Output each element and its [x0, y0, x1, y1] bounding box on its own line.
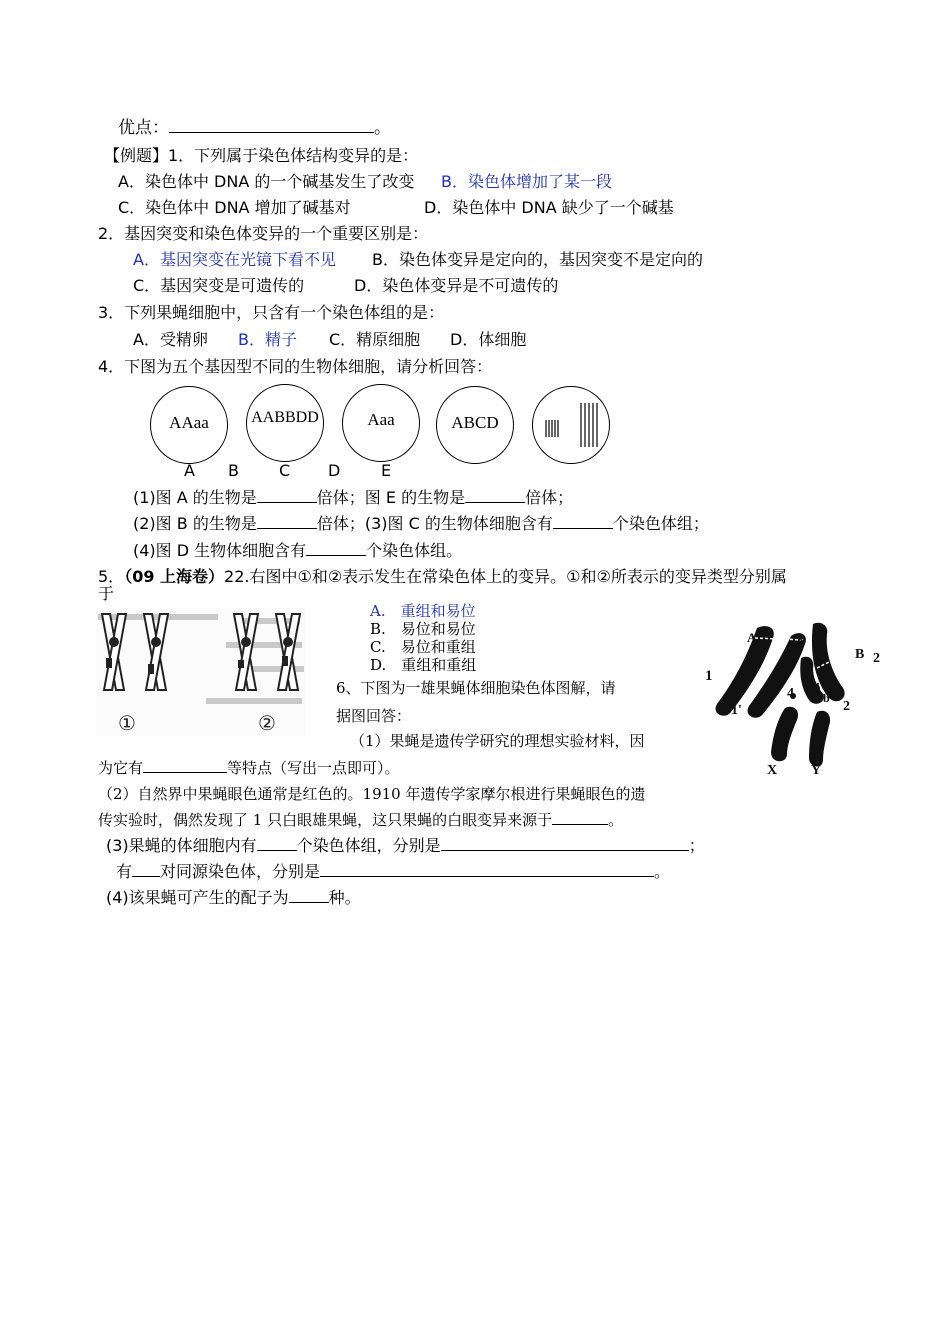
- chromosome-bars-icon: [533, 387, 609, 463]
- q2-text: 个染色体组；: [612, 514, 709, 533]
- ex2-option-a: A．基因突变在光镜下看不见: [133, 250, 336, 269]
- ex6-stem-1: 6、下图为一雄果蝇体细胞染色体图解，请: [336, 679, 616, 697]
- chromosome-variation-figure: [96, 608, 306, 736]
- ex3-option-c: C．精原细胞: [329, 330, 421, 349]
- ex6-q3-line2: [116, 862, 670, 882]
- q3-text: ；: [688, 836, 705, 855]
- q1-text: 倍体；: [525, 488, 574, 507]
- cell-c: [342, 384, 420, 462]
- q4-text: (4)图 D 生物体细胞含有: [133, 541, 307, 560]
- q4-text: (4)该果蝇可产生的配子为: [106, 888, 289, 907]
- chromosome-label-2: 2: [873, 651, 880, 666]
- answer-blank[interactable]: [132, 862, 160, 877]
- ex1-option-b: B．染色体增加了某一段: [441, 172, 612, 191]
- figure-label-1: ①: [118, 713, 136, 735]
- cell-c-genotype: Aaa: [367, 410, 395, 429]
- chromosome-label-2b: 2: [843, 699, 850, 714]
- answer-blank[interactable]: [257, 488, 317, 503]
- ex6-q3-line1: [106, 836, 705, 856]
- ex6-q2-line2: [98, 810, 623, 830]
- ex6-q2-line1: （2）自然界中果蝇眼色通常是红色的。1910 年遗传学家摩尔根进行果蝇眼色的遗: [98, 785, 646, 803]
- answer-blank[interactable]: [257, 514, 317, 529]
- q3-text: 。: [654, 862, 671, 881]
- ex1-option-c: C．染色体中 DNA 增加了碱基对: [118, 198, 351, 217]
- ex1-stem: 【例题】1．下列属于染色体结构变异的是：: [104, 146, 419, 165]
- ex5-option-a: A. 重组和易位: [370, 602, 476, 620]
- cell-b-genotype: AABBDD: [251, 409, 319, 426]
- cell-b: [246, 384, 324, 462]
- answer-blank[interactable]: [257, 836, 297, 851]
- q1-text: 为它有: [98, 759, 144, 777]
- q1-text: (1)图 A 的生物是: [133, 488, 257, 507]
- answer-blank[interactable]: [320, 862, 654, 877]
- ex3-option-d: D．体细胞: [450, 330, 527, 349]
- cell-letter-d: D: [328, 461, 341, 480]
- cell-letter-c: C: [279, 461, 291, 480]
- ex4-stem: 4．下图为五个基因型不同的生物体细胞，请分析回答：: [98, 357, 493, 376]
- ex5-stem-text: 22.右图中①和②表示发生在常染色体上的变异。①和②所表示的变异类型分别属: [224, 567, 787, 586]
- q1-text: 倍体；图 E 的生物是: [316, 488, 466, 507]
- chromosome-label-X: X: [767, 763, 778, 778]
- ex2-option-b: B．染色体变异是定向的，基因突变不是定向的: [372, 250, 703, 269]
- gene-label-A: A: [747, 630, 757, 645]
- chromosome-label-1-prime: 1': [731, 703, 742, 718]
- chromosome-label-4b: 4: [813, 681, 820, 696]
- ex4-q1: [133, 488, 573, 508]
- answer-blank[interactable]: [169, 118, 374, 133]
- q3-text: 有: [116, 862, 133, 881]
- ex1-option-d: D．染色体中 DNA 缺少了一个碱基: [424, 198, 674, 217]
- gene-label-a: a: [797, 633, 804, 648]
- answer-blank[interactable]: [553, 514, 613, 529]
- cell-d: [436, 386, 514, 464]
- q2-text: (2)图 B 的生物是: [133, 514, 257, 533]
- chromosome-label-4: 4: [787, 686, 794, 701]
- ex2-option-c: C．基因突变是可遗传的: [133, 276, 305, 295]
- q3-text: 对同源染色体，分别是: [160, 862, 321, 881]
- cell-d-genotype: ABCD: [451, 413, 499, 432]
- cell-letter-b: B: [228, 461, 239, 480]
- answer-blank[interactable]: [306, 541, 366, 556]
- answer-blank[interactable]: [552, 810, 608, 825]
- chromosome-label-1: 1: [705, 668, 713, 684]
- fruit-fly-chromosome-figure: [705, 618, 880, 778]
- ex1-option-a: A．染色体中 DNA 的一个碱基发生了改变: [118, 172, 415, 191]
- cell-a: [150, 386, 228, 464]
- ex5-option-b: B. 易位和易位: [370, 620, 476, 638]
- answer-blank[interactable]: [289, 888, 329, 903]
- ex5-number: 5．: [98, 567, 125, 586]
- q4-text: 种。: [328, 888, 361, 907]
- cell-e: [532, 386, 610, 464]
- gene-label-b: b: [823, 691, 830, 705]
- ex5-stem-cont: 于: [98, 584, 115, 603]
- q2-text: 传实验时，偶然发现了 1 只白眼雄果蝇，这只果蝇的白眼变异来源于: [98, 811, 553, 829]
- q4-text: 个染色体组。: [366, 541, 463, 560]
- answer-blank[interactable]: [143, 758, 227, 773]
- ex5-source: （09 上海卷）: [124, 567, 225, 586]
- figure-label-2: ②: [258, 713, 276, 735]
- ex6-q1-line2: [98, 758, 400, 778]
- advantage-line: [118, 118, 391, 138]
- ex3-stem: 3．下列果蝇细胞中，只含有一个染色体组的是：: [98, 303, 445, 322]
- answer-blank[interactable]: [465, 488, 525, 503]
- chromosome-label-Y: Y: [811, 763, 822, 778]
- ex6-stem-2: 据图回答：: [336, 707, 412, 725]
- cell-letter-e: E: [381, 461, 392, 480]
- ex5-option-c: C. 易位和重组: [370, 638, 476, 656]
- q3-text: (3)果蝇的体细胞内有: [106, 836, 257, 855]
- ex5-option-d: D. 重组和重组: [370, 656, 477, 674]
- q2-text: 。: [608, 811, 624, 829]
- q1-text: 等特点（写出一点即可）。: [227, 759, 400, 777]
- ex2-stem: 2．基因突变和染色体变异的一个重要区别是：: [98, 224, 429, 243]
- ex6-q1-line1: （1）果蝇是遗传学研究的理想实验材料，因: [350, 732, 645, 750]
- ex3-option-a: A．受精卵: [133, 330, 208, 349]
- ex5-stem: [98, 567, 787, 587]
- ex3-option-b: B．精子: [238, 330, 297, 349]
- ex2-option-d: D．染色体变异是不可遗传的: [354, 276, 559, 295]
- answer-blank[interactable]: [441, 836, 689, 851]
- q3-text: 个染色体组，分别是: [296, 836, 441, 855]
- advantage-label: 优点：: [118, 118, 169, 138]
- period: 。: [374, 118, 391, 138]
- ex4-q4: [133, 541, 462, 561]
- q2-text: 倍体；(3)图 C 的生物体细胞含有: [316, 514, 553, 533]
- ex6-q4: [106, 888, 361, 908]
- ex4-q2: [133, 514, 709, 534]
- cell-letter-a: A: [184, 461, 195, 480]
- gene-label-B: B: [855, 647, 865, 662]
- cell-a-genotype: AAaa: [169, 413, 209, 432]
